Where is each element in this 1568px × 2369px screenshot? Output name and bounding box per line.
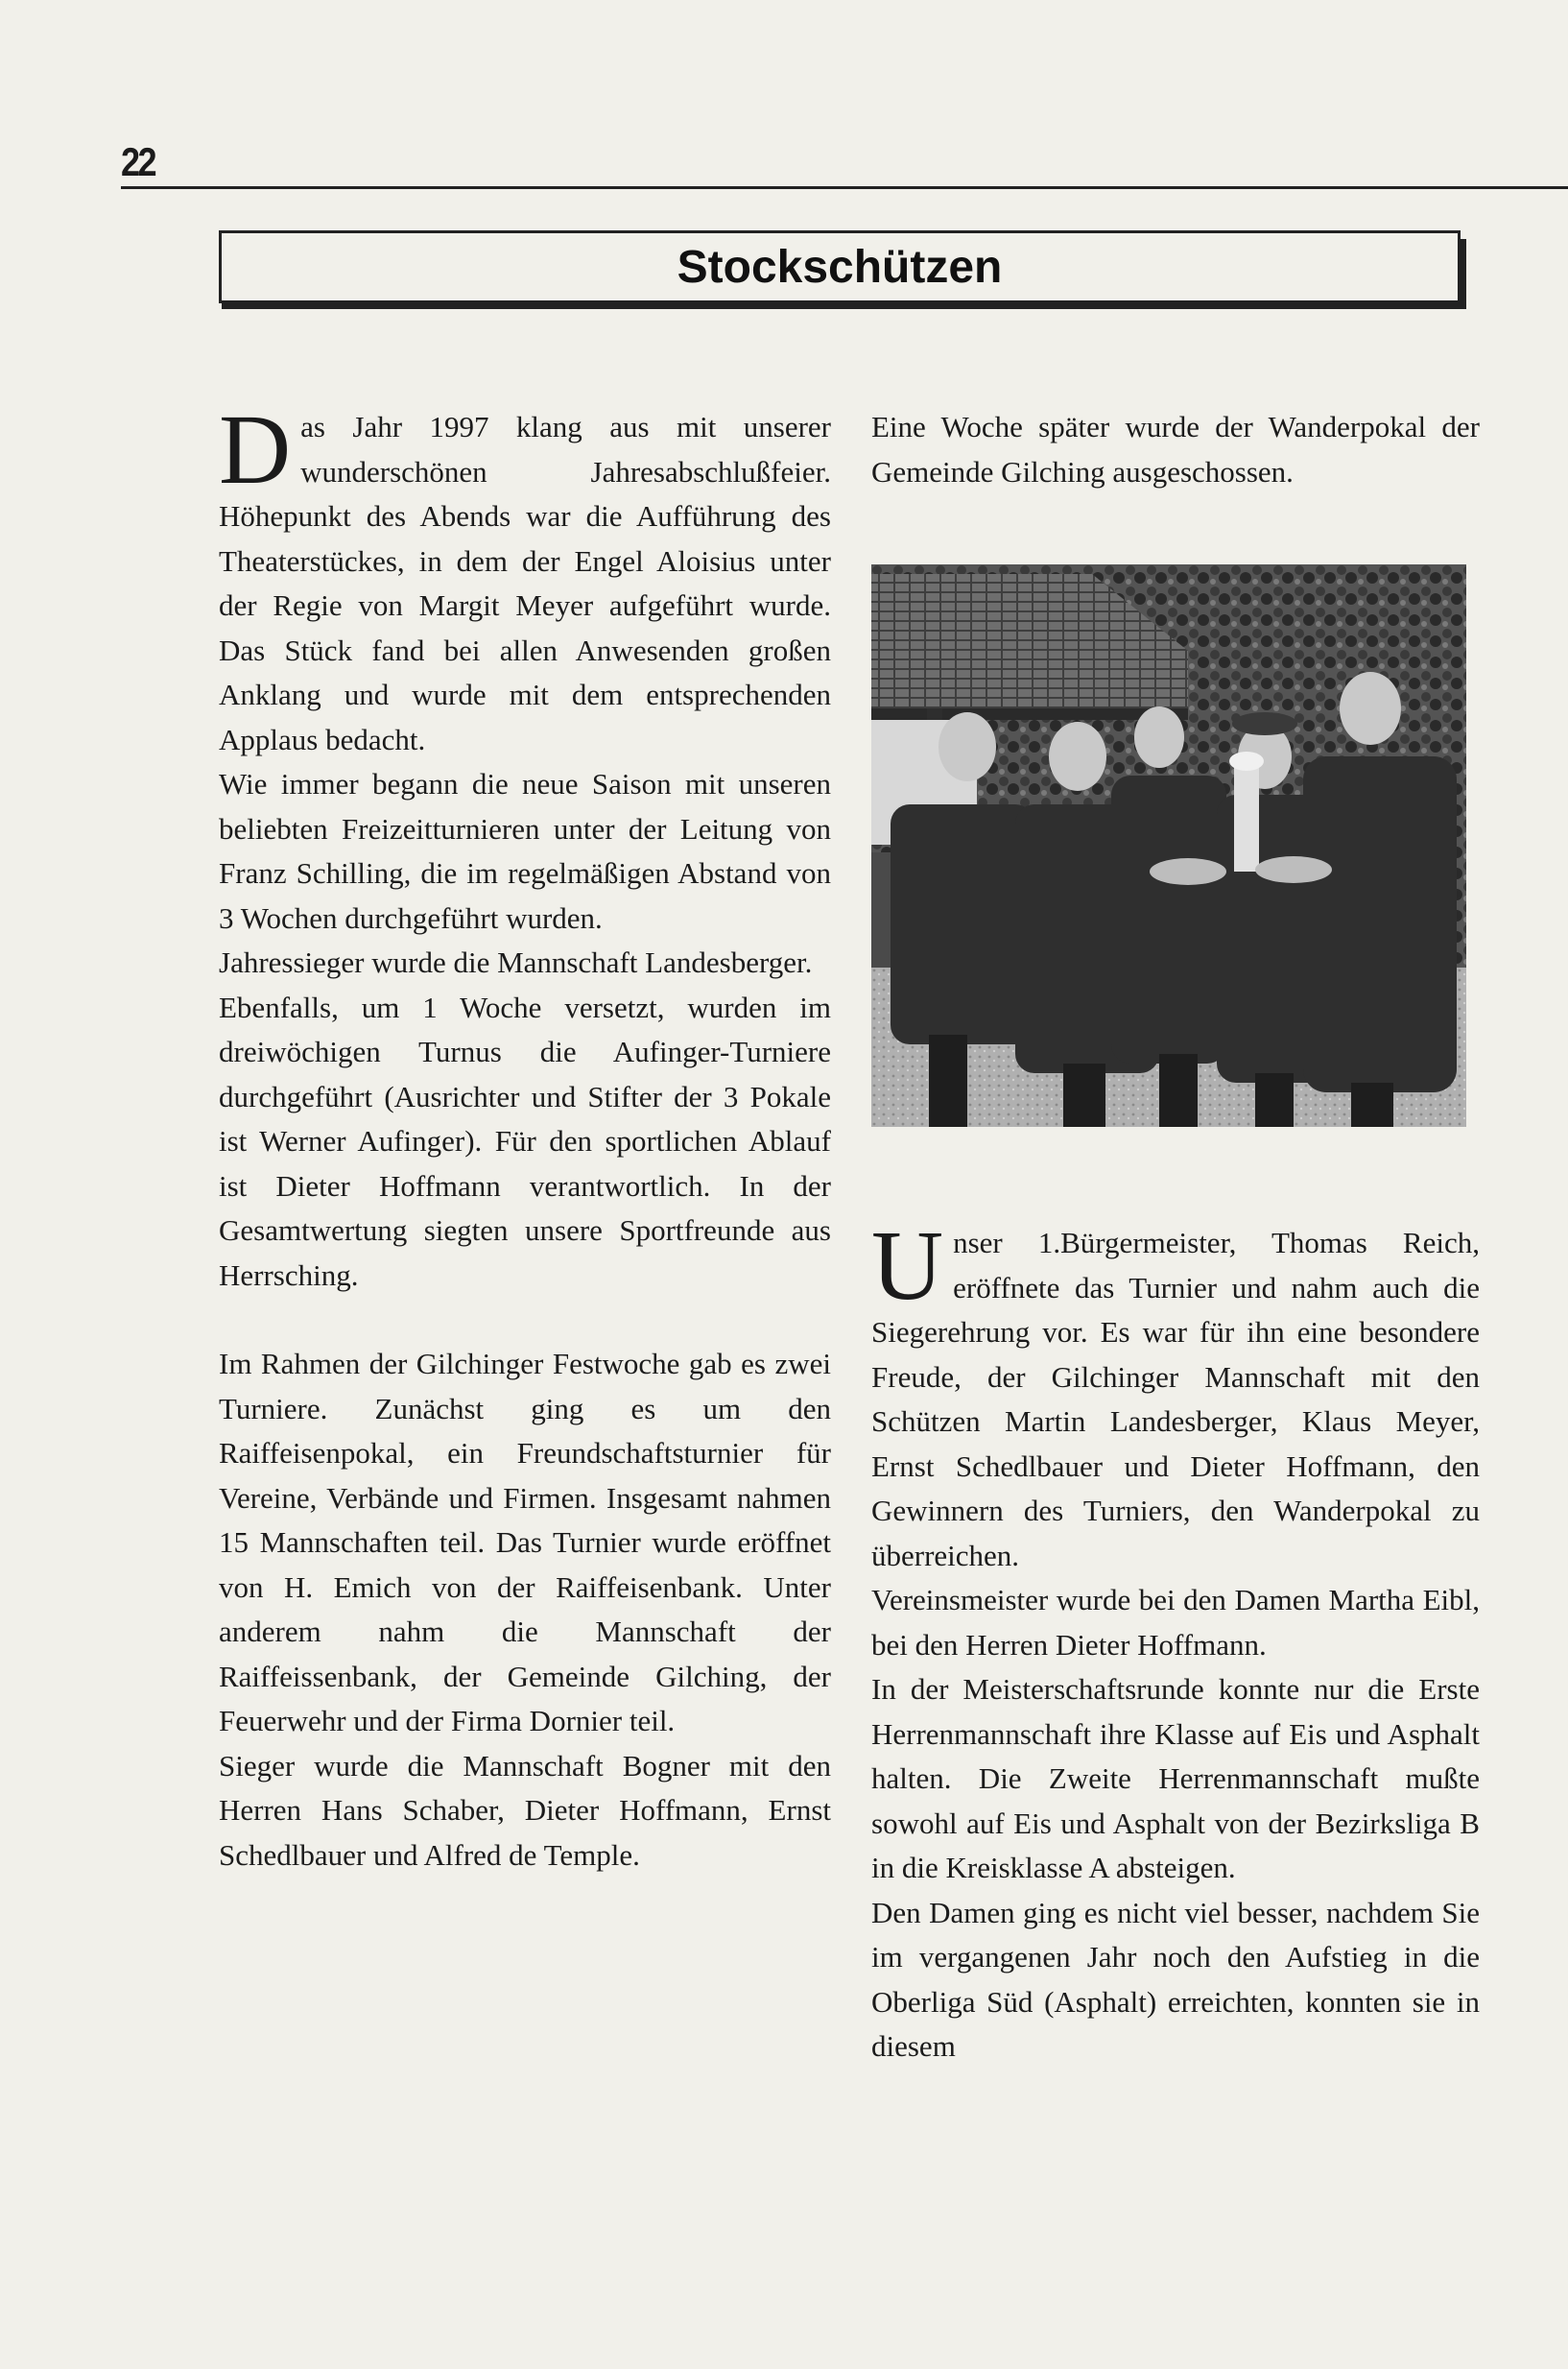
section-title: Stockschützen xyxy=(677,242,1003,293)
paragraph-vereinsmeister: Vereinsmeister wurde bei den Damen Martha Eibl, bei den Herren Dieter Hoffmann. xyxy=(871,1583,1480,1662)
paragraph-festwoche: Im Rahmen der Gilchinger Festwoche gab es zwei Turniere. Zunächst ging es um den Raiffeisenpokal, ein Freundschaftsturnier für Vereine, Verbände und Firmen. Insgesamt nahmen 15 Mannschaften teil. Das Turnier wurde eröffnet von H. Emich von der Raiffeisenbank. Unter anderem nahm die Mannschaft der Raiffeissenbank, der Gemeinde Gilching, der Feuerwehr und der Firma Dornier teil. xyxy=(219,1347,831,1737)
dropcap-d: D xyxy=(219,395,292,505)
paragraph-aufinger: Ebenfalls, um 1 Woche versetzt, wurden im dreiwöchigen Turnus die Aufinger-Turniere durchgeführt (Ausrichter und Stifter der 3 Pokale ist Werner Aufinger). Für den sportlichen Ablauf ist Dieter Hoffmann verantwortlich. In der Gesamtwertung siegten unsere Sportfreunde aus Herrsching. xyxy=(219,990,831,1292)
paragraph-buergermeister-text: nser 1.Bürgermeister, Thomas Reich, eröffnete das Turnier und nahm auch die Siegerehrung vor. Es war für ihn eine besondere Freude, der Gilchinger Mannschaft mit den Schützen Martin Landesberger, Klaus Meyer, Ernst Schedlbauer und Dieter Hoffmann, den Gewinnern des Turniers, den Wanderpokal zu überreichen. xyxy=(871,1226,1480,1572)
team-photo-image xyxy=(871,564,1466,1127)
paragraph-bogner: Sieger wurde die Mannschaft Bogner mit den Herren Hans Schaber, Dieter Hoffmann, Ernst Schedlbauer und Alfred de Temple. xyxy=(219,1748,831,1872)
paragraph-damen: Den Damen ging es nicht viel besser, nachdem Sie im vergangenen Jahr noch den Aufstieg in die Oberliga Süd (Asphalt) erreichten, konnten sie in diesem xyxy=(871,1895,1480,2063)
paragraph-season: Wie immer begann die neue Saison mit unseren beliebten Freizeitturnieren unter der Leitung von Franz Schilling, die im regelmäßigen Abstand von 3 Wochen durchgeführt wurden. xyxy=(219,767,831,935)
section-title-box xyxy=(219,230,1461,303)
paragraph-meisterschaft: In der Meisterschaftsrunde konnte nur die Erste Herrenmannschaft ihre Klasse auf Eis und Asphalt halten. Die Zweite Herrenmannschaft mußte sowohl auf Eis und Asphalt von der Bezirksliga B in die Kreisklasse A absteigen. xyxy=(871,1672,1480,1884)
paragraph-annual-winner: Jahressieger wurde die Mannschaft Landesberger. xyxy=(219,945,813,979)
page-number: 22 xyxy=(121,139,155,184)
paragraph-buergermeister xyxy=(871,1210,1480,1578)
article-right-column-top xyxy=(871,405,1480,494)
article-right-column-bottom xyxy=(871,1210,1480,2070)
paragraph-intro-text: as Jahr 1997 klang aus mit unserer wunderschönen Jahresabschlußfeier. Höhepunkt des Abends war die Aufführung des Theaterstückes, in dem der Engel Aloisius unter der Regie von Margit Meyer aufgeführt wurde. Das Stück fand bei allen Anwesenden großen Anklang und wurde mit dem entsprechenden Applaus bedacht. xyxy=(219,410,831,756)
dropcap-u: U xyxy=(871,1210,944,1321)
paragraph-wanderpokal: Eine Woche später wurde der Wanderpokal der Gemeinde Gilching ausgeschossen. xyxy=(871,410,1480,489)
article-left-column xyxy=(219,395,831,1878)
team-photo xyxy=(871,564,1466,1127)
header-rule xyxy=(121,186,1568,189)
paragraph-intro xyxy=(219,395,831,762)
